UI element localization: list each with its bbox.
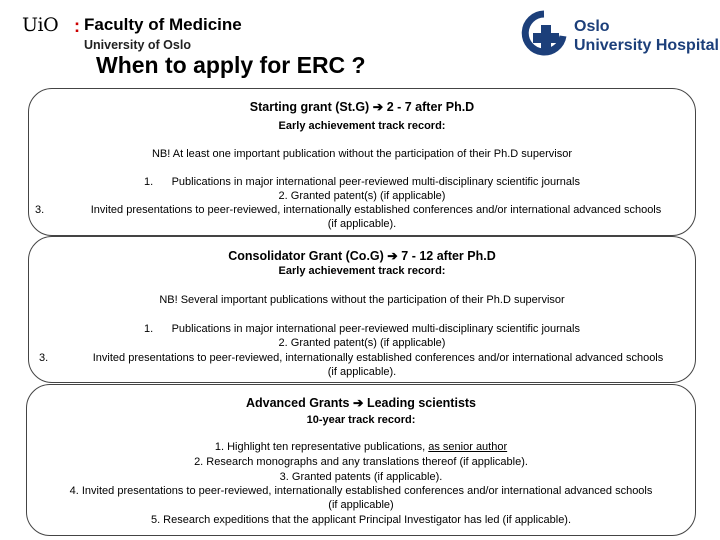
starting-item-3-number: 3. bbox=[35, 204, 45, 216]
ous-name-line2: University Hospital bbox=[574, 37, 719, 54]
starting-item-1-text: Publications in major international peer-reviewed multi-disciplinary scientific journals bbox=[171, 176, 580, 188]
advanced-item-5: 5. Research expeditions that the applicant Principal Investigator has led (if applicable). bbox=[150, 514, 572, 526]
consolidator-grant-heading bbox=[29, 249, 695, 263]
starting-item-2: 2. Granted patent(s) (if applicable) bbox=[278, 190, 446, 202]
arrow-icon: ➔ bbox=[372, 100, 384, 114]
advanced-grant-title: Advanced Grants bbox=[245, 396, 350, 410]
consolidator-grant-range: 7 - 12 after Ph.D bbox=[401, 249, 496, 263]
consolidator-subheading: Early achievement track record: bbox=[278, 265, 446, 277]
consolidator-item-3-cont: (if applicable). bbox=[327, 366, 397, 378]
consolidator-item-2: 2. Granted patent(s) (if applicable) bbox=[278, 337, 446, 349]
advanced-item-1-text: 1. Highlight ten representative publications, bbox=[214, 441, 429, 453]
consolidator-item-1 bbox=[29, 322, 695, 336]
uio-logo bbox=[22, 14, 242, 50]
university-name: University of Oslo bbox=[84, 38, 191, 52]
starting-item-1 bbox=[29, 175, 695, 189]
starting-grant-title: Starting grant (St.G) bbox=[249, 100, 370, 114]
consolidator-item-3-number: 3. bbox=[39, 352, 49, 364]
consolidator-nb: NB! Several important publications without the participation of their Ph.D supervisor bbox=[159, 294, 565, 306]
consolidator-item-3: Invited presentations to peer-reviewed, internationally established conferences and/or international advanced schools bbox=[92, 352, 664, 364]
advanced-item-3: 3. Granted patents (if applicable). bbox=[279, 471, 443, 483]
starting-nb: NB! At least one important publication without the participation of their Ph.D supervisor bbox=[151, 148, 573, 160]
starting-item-3-cont: (if applicable). bbox=[327, 218, 397, 230]
consolidator-item-1-text: Publications in major international peer-reviewed multi-disciplinary scientific journals bbox=[171, 323, 580, 335]
advanced-item-4-cont: (if applicable) bbox=[328, 499, 394, 511]
advanced-item-4: 4. Invited presentations to peer-reviewed, internationally established conferences and/or international advanced schools bbox=[69, 485, 653, 497]
uio-mark: UiO bbox=[22, 14, 59, 36]
starting-grant-heading bbox=[29, 100, 695, 114]
advanced-item-1 bbox=[27, 440, 695, 454]
faculty-name: Faculty of Medicine bbox=[84, 15, 242, 34]
consolidator-grant-box bbox=[28, 236, 696, 383]
starting-grant-box bbox=[28, 88, 696, 236]
consolidator-grant-title: Consolidator Grant (Co.G) bbox=[228, 249, 384, 263]
consolidator-item-1-number: 1. bbox=[144, 323, 154, 335]
page-title: When to apply for ERC ? bbox=[96, 52, 366, 78]
advanced-item-2: 2. Research monographs and any translations thereof (if applicable). bbox=[194, 456, 528, 468]
arrow-icon: ➔ bbox=[387, 249, 398, 263]
ous-logo bbox=[520, 10, 719, 56]
starting-grant-range: 2 - 7 after Ph.D bbox=[386, 100, 475, 114]
ous-cross-icon bbox=[520, 10, 568, 56]
advanced-subheading: 10-year track record: bbox=[306, 414, 416, 426]
starting-subheading: Early achievement track record: bbox=[278, 120, 446, 132]
advanced-item-1-emphasis: as senior author bbox=[428, 441, 508, 453]
advanced-grant-box bbox=[26, 384, 696, 536]
advanced-grant-subtitle: Leading scientists bbox=[366, 396, 477, 410]
starting-item-1-number: 1. bbox=[144, 176, 154, 188]
ous-name-line1: Oslo bbox=[574, 18, 610, 35]
starting-item-3: Invited presentations to peer-reviewed, internationally established conferences and/or international advanced schools bbox=[90, 204, 662, 216]
uio-separator-icon: : bbox=[74, 16, 80, 36]
advanced-grant-heading bbox=[27, 396, 695, 410]
arrow-icon: ➔ bbox=[352, 396, 364, 410]
